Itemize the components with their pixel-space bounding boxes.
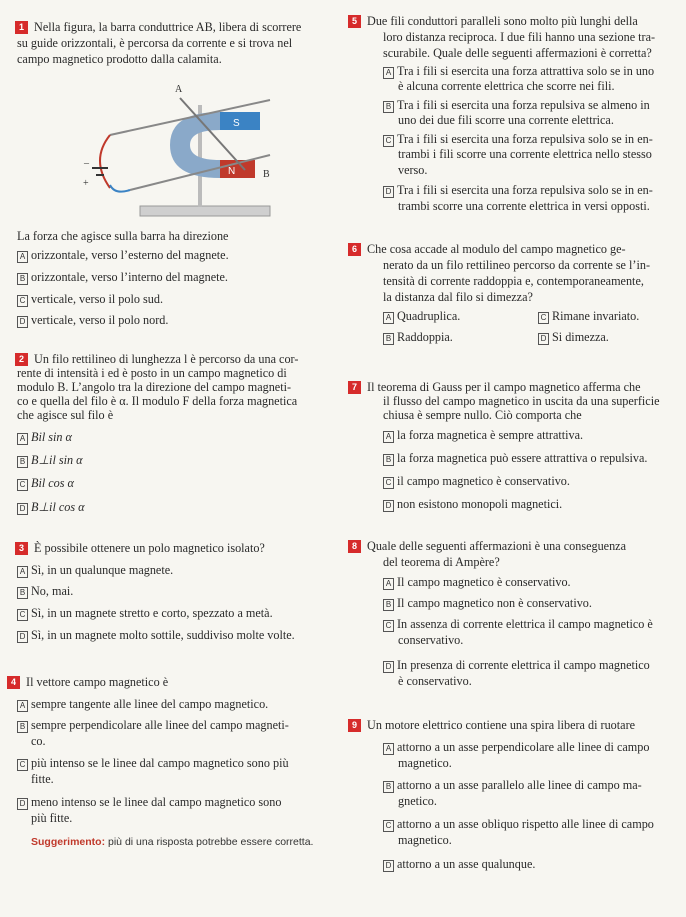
option-letter: C (383, 820, 394, 832)
question-9-option-a-line: magnetico. (398, 756, 452, 770)
label-s: S (233, 118, 240, 129)
option-letter: B (383, 599, 394, 611)
option-letter: D (383, 186, 394, 198)
question-1-option-d[interactable]: D verticale, verso il polo nord. (17, 313, 168, 328)
option-letter: B (383, 781, 394, 793)
option-letter: C (383, 620, 394, 632)
option-letter: B (17, 587, 28, 599)
question-5-option-d[interactable]: D Tra i fili si esercita una forza repulsiva solo se in en- (383, 183, 653, 198)
figure-base (140, 206, 270, 216)
question-6-option-c[interactable]: C Rimane invariato. (538, 309, 639, 324)
question-8-option-c[interactable]: C In assenza di corrente elettrica il campo magnetico è (383, 617, 653, 632)
question-9-line: 9 Un motore elettrico contiene una spira libera di ruotare (348, 718, 635, 733)
question-2-option-c[interactable]: C Bil cos α (17, 476, 74, 491)
question-2-line: 2 Un filo rettilineo di lunghezza l è percorso da una cor- (15, 352, 298, 367)
question-6-line: tensità di corrente raddoppia e, contemporaneamente, (383, 274, 644, 288)
question-3-option-a[interactable]: A Sì, in un qualunque magnete. (17, 563, 173, 578)
question-3-option-b[interactable]: B No, mai. (17, 584, 73, 599)
question-8-option-a[interactable]: A Il campo magnetico è conservativo. (383, 575, 571, 590)
question-6-line: la distanza dal filo si dimezza? (383, 290, 533, 304)
question-5-option-b[interactable]: B Tra i fili si esercita una forza repulsiva se almeno in (383, 98, 650, 113)
question-9-option-b[interactable]: B attorno a un asse parallelo alle linee di campo ma- (383, 778, 642, 793)
question-4-line: 4 Il vettore campo magnetico è (7, 675, 168, 690)
question-7-line: il flusso del campo magnetico in uscita da una superficie (383, 394, 660, 408)
question-number: 5 (348, 15, 361, 28)
question-5-line: scurabile. Quale delle seguenti affermazioni è corretta? (383, 46, 652, 60)
option-letter: C (17, 479, 28, 491)
question-5-option-d-line: trambi scorre una corrente elettrica in versi opposti. (398, 199, 650, 213)
question-6-option-b[interactable]: B Raddoppia. (383, 330, 453, 345)
option-letter: B (383, 101, 394, 113)
question-number: 1 (15, 21, 28, 34)
option-letter: D (17, 631, 28, 643)
question-1-option-b[interactable]: B orizzontale, verso l’interno del magnete. (17, 270, 228, 285)
question-8-line: del teorema di Ampère? (383, 555, 500, 569)
question-7-option-c[interactable]: C il campo magnetico è conservativo. (383, 474, 570, 489)
question-1-option-a[interactable]: A orizzontale, verso l’esterno del magnete. (17, 248, 229, 263)
option-letter: A (383, 312, 394, 324)
question-3-option-c[interactable]: C Sì, in un magnete stretto e corto, spezzato a metà. (17, 606, 273, 621)
option-letter: C (383, 135, 394, 147)
option-letter: C (538, 312, 549, 324)
question-8-option-c-line: conservativo. (398, 633, 464, 647)
wire-blue (110, 185, 130, 192)
question-2-line: rente di intensità i ed è posto in un campo magnetico di (17, 366, 287, 380)
option-letter: B (17, 273, 28, 285)
question-7-line: chiusa è sempre nullo. Ciò comporta che (383, 408, 582, 422)
question-8-line: 8 Quale delle seguenti affermazioni è una conseguenza (348, 539, 626, 554)
question-number: 8 (348, 540, 361, 553)
label-n: N (228, 166, 236, 177)
label-b: B (263, 169, 270, 180)
question-5-line: 5 Due fili conduttori paralleli sono molto più lunghi della (348, 14, 638, 29)
wire-red (100, 135, 110, 188)
option-letter: A (17, 433, 28, 445)
question-5-option-a-line: è alcuna corrente elettrica che scorre nei fili. (398, 79, 615, 93)
option-letter: D (17, 798, 28, 810)
option-letter: B (17, 721, 28, 733)
option-letter: A (17, 566, 28, 578)
question-4-option-b[interactable]: B sempre perpendicolare alle linee del campo magneti- (17, 718, 289, 733)
question-6-option-a[interactable]: A Quadruplica. (383, 309, 460, 324)
question-9-option-a[interactable]: A attorno a un asse perpendicolare alle linee di campo (383, 740, 649, 755)
option-letter: A (383, 578, 394, 590)
question-7-option-d[interactable]: D non esistono monopoli magnetici. (383, 497, 562, 512)
question-3-option-d[interactable]: D Sì, in un magnete molto sottile, suddiviso molte volte. (17, 628, 295, 643)
question-number: 4 (7, 676, 20, 689)
question-4-option-d-line: più fitte. (31, 811, 73, 825)
question-2-line: co e quella del filo è α. Il modulo F della forza magnetica (17, 394, 298, 408)
question-5-line: loro distanza reciproca. I due fili hanno una sezione tra- (383, 30, 656, 44)
option-letter: A (383, 431, 394, 443)
question-6-line: 6 Che cosa accade al modulo del campo magnetico ge- (348, 242, 626, 257)
option-letter: A (383, 67, 394, 79)
option-letter: A (383, 743, 394, 755)
magnet-arc (170, 112, 220, 178)
question-1-line: 1 Nella figura, la barra conduttrice AB, libera di scorrere (15, 20, 301, 35)
question-8-option-b[interactable]: B Il campo magnetico non è conservativo. (383, 596, 592, 611)
option-letter: D (383, 661, 394, 673)
option-letter: C (17, 609, 28, 621)
question-4-option-d[interactable]: D meno intenso se le linee dal campo magnetico sono (17, 795, 281, 810)
option-letter: B (383, 454, 394, 466)
question-8-option-d[interactable]: D In presenza di corrente elettrica il campo magnetico (383, 658, 650, 673)
question-8-option-d-line: è conservativo. (398, 674, 472, 688)
battery-minus: – (84, 158, 89, 169)
question-1-line: su guide orizzontali, è percorsa da corrente e si trova nel (17, 36, 293, 50)
question-1-line: campo magnetico prodotto dalla calamita. (17, 52, 222, 66)
question-number: 2 (15, 353, 28, 366)
option-letter: D (383, 860, 394, 872)
option-letter: B (383, 333, 394, 345)
option-letter: D (383, 500, 394, 512)
question-7-line: 7 Il teorema di Gauss per il campo magnetico afferma che (348, 380, 641, 395)
battery-plus: + (83, 178, 89, 189)
question-9-option-d[interactable]: D attorno a un asse qualunque. (383, 857, 535, 872)
question-number: 7 (348, 381, 361, 394)
question-2-line: che agisce sul filo è (17, 408, 114, 422)
question-7-option-b[interactable]: B la forza magnetica può essere attrattiva o repulsiva. (383, 451, 647, 466)
question-1-stem: La forza che agisce sulla barra ha direzione (17, 229, 229, 243)
question-2-option-b[interactable]: B B⊥il sin α (17, 453, 83, 468)
question-6-option-d[interactable]: D Si dimezza. (538, 330, 609, 345)
question-number: 9 (348, 719, 361, 732)
question-4-option-c[interactable]: C più intenso se le linee dal campo magnetico sono più (17, 756, 289, 771)
option-letter: D (17, 503, 28, 515)
question-9-option-c[interactable]: C attorno a un asse obliquo rispetto alle linee di campo (383, 817, 654, 832)
question-number: 3 (15, 542, 28, 555)
question-7-option-a[interactable]: A la forza magnetica è sempre attrattiva. (383, 428, 583, 443)
question-9-option-c-line: magnetico. (398, 833, 452, 847)
option-letter: A (17, 700, 28, 712)
question-1-option-c[interactable]: C verticale, verso il polo sud. (17, 292, 163, 307)
magnet-s-arm (220, 112, 260, 130)
question-9-option-b-line: gnetico. (398, 794, 437, 808)
question-2-line: modulo B. L’angolo tra la direzione del campo magneti- (17, 380, 292, 394)
question-4-option-c-line: fitte. (31, 772, 54, 786)
option-letter: D (17, 316, 28, 328)
option-letter: C (17, 759, 28, 771)
magnet-rail-figure (70, 80, 310, 225)
question-5-option-c-line: verso. (398, 163, 428, 177)
hint: Suggerimento: più di una risposta potrebbe essere corretta. (31, 836, 314, 848)
question-4-option-a[interactable]: A sempre tangente alle linee del campo magnetico. (17, 697, 268, 712)
question-6-line: nerato da un filo rettilineo percorso da corrente se l’in- (383, 258, 651, 272)
question-5-option-c[interactable]: C Tra i fili si esercita una forza repulsiva solo se in en- (383, 132, 653, 147)
question-2-option-d[interactable]: D B⊥il cos α (17, 500, 85, 515)
question-5-option-a[interactable]: A Tra i fili si esercita una forza attrattiva solo se in uno (383, 64, 654, 79)
question-4-option-b-line: co. (31, 734, 46, 748)
question-5-option-b-line: uno dei due fili scorre una corrente elettrica. (398, 113, 614, 127)
option-letter: A (17, 251, 28, 263)
option-letter: C (383, 477, 394, 489)
question-2-option-a[interactable]: A Bil sin α (17, 430, 72, 445)
question-5-option-c-line: trambi i fili scorre una corrente elettrica nello stesso (398, 147, 652, 161)
option-letter: C (17, 295, 28, 307)
option-letter: D (538, 333, 549, 345)
question-number: 6 (348, 243, 361, 256)
question-3-line: 3 È possibile ottenere un polo magnetico isolato? (15, 541, 265, 556)
option-letter: B (17, 456, 28, 468)
label-a: A (175, 84, 183, 95)
